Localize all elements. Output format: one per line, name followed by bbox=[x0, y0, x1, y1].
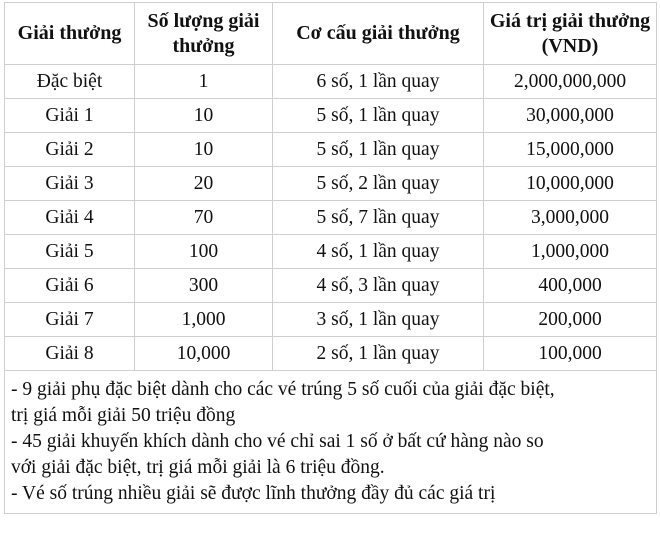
table-row bbox=[5, 201, 657, 235]
note-line: - 45 giải khuyến khích dành cho vé chỉ sai 1 số ở bất cứ hàng nào so bbox=[11, 431, 544, 452]
table-row bbox=[5, 99, 657, 133]
cell-count[interactable]: 10 bbox=[135, 99, 273, 133]
note-line: - 9 giải phụ đặc biệt dành cho các vé trúng 5 số cuối của giải đặc biệt, bbox=[11, 379, 555, 400]
table-row bbox=[5, 235, 657, 269]
prize-table-sheet bbox=[4, 2, 656, 514]
cell-count[interactable]: 1,000 bbox=[135, 303, 273, 337]
note-line: với giải đặc biệt, trị giá mỗi giải là 6 triệu đồng. bbox=[11, 457, 385, 478]
cell-prize[interactable]: Giải 6 bbox=[5, 269, 135, 303]
cell-value[interactable]: 3,000,000 bbox=[484, 201, 657, 235]
cell-count[interactable]: 20 bbox=[135, 167, 273, 201]
prize-table bbox=[4, 2, 657, 514]
header-structure[interactable]: Cơ cấu giải thưởng bbox=[273, 3, 484, 65]
cell-prize[interactable]: Giải 2 bbox=[5, 133, 135, 167]
table-row bbox=[5, 65, 657, 99]
cell-prize[interactable]: Giải 3 bbox=[5, 167, 135, 201]
table-row bbox=[5, 133, 657, 167]
cell-prize[interactable]: Giải 1 bbox=[5, 99, 135, 133]
cell-structure[interactable]: 4 số, 3 lần quay bbox=[273, 269, 484, 303]
table-row bbox=[5, 337, 657, 371]
cell-structure[interactable]: 6 số, 1 lần quay bbox=[273, 65, 484, 99]
header-value[interactable]: Giá trị giải thưởng (VND) bbox=[484, 3, 657, 65]
cell-value[interactable]: 100,000 bbox=[484, 337, 657, 371]
header-count[interactable]: Số lượng giải thưởng bbox=[135, 3, 273, 65]
notes-row bbox=[5, 371, 657, 514]
table-row bbox=[5, 303, 657, 337]
cell-count[interactable]: 300 bbox=[135, 269, 273, 303]
cell-value[interactable]: 2,000,000,000 bbox=[484, 65, 657, 99]
cell-count[interactable]: 10 bbox=[135, 133, 273, 167]
header-prize[interactable]: Giải thưởng bbox=[5, 3, 135, 65]
header-row bbox=[5, 3, 657, 65]
cell-count[interactable]: 1 bbox=[135, 65, 273, 99]
cell-prize[interactable]: Giải 8 bbox=[5, 337, 135, 371]
notes-cell[interactable] bbox=[5, 371, 657, 514]
cell-prize[interactable]: Giải 5 bbox=[5, 235, 135, 269]
cell-structure[interactable]: 5 số, 7 lần quay bbox=[273, 201, 484, 235]
cell-count[interactable]: 10,000 bbox=[135, 337, 273, 371]
cell-prize[interactable]: Giải 4 bbox=[5, 201, 135, 235]
cell-count[interactable]: 70 bbox=[135, 201, 273, 235]
cell-prize[interactable]: Giải 7 bbox=[5, 303, 135, 337]
cell-prize[interactable]: Đặc biệt bbox=[5, 65, 135, 99]
cell-value[interactable]: 15,000,000 bbox=[484, 133, 657, 167]
cell-value[interactable]: 30,000,000 bbox=[484, 99, 657, 133]
cell-value[interactable]: 400,000 bbox=[484, 269, 657, 303]
cell-structure[interactable]: 5 số, 1 lần quay bbox=[273, 133, 484, 167]
note-line: trị giá mỗi giải 50 triệu đồng bbox=[11, 405, 236, 426]
table-row bbox=[5, 167, 657, 201]
table-row bbox=[5, 269, 657, 303]
cell-structure[interactable]: 5 số, 1 lần quay bbox=[273, 99, 484, 133]
cell-count[interactable]: 100 bbox=[135, 235, 273, 269]
note-line: - Vé số trúng nhiều giải sẽ được lĩnh thưởng đầy đủ các giá trị bbox=[11, 483, 496, 504]
cell-structure[interactable]: 2 số, 1 lần quay bbox=[273, 337, 484, 371]
cell-structure[interactable]: 5 số, 2 lần quay bbox=[273, 167, 484, 201]
cell-value[interactable]: 10,000,000 bbox=[484, 167, 657, 201]
cell-value[interactable]: 1,000,000 bbox=[484, 235, 657, 269]
cell-structure[interactable]: 3 số, 1 lần quay bbox=[273, 303, 484, 337]
cell-structure[interactable]: 4 số, 1 lần quay bbox=[273, 235, 484, 269]
cell-value[interactable]: 200,000 bbox=[484, 303, 657, 337]
